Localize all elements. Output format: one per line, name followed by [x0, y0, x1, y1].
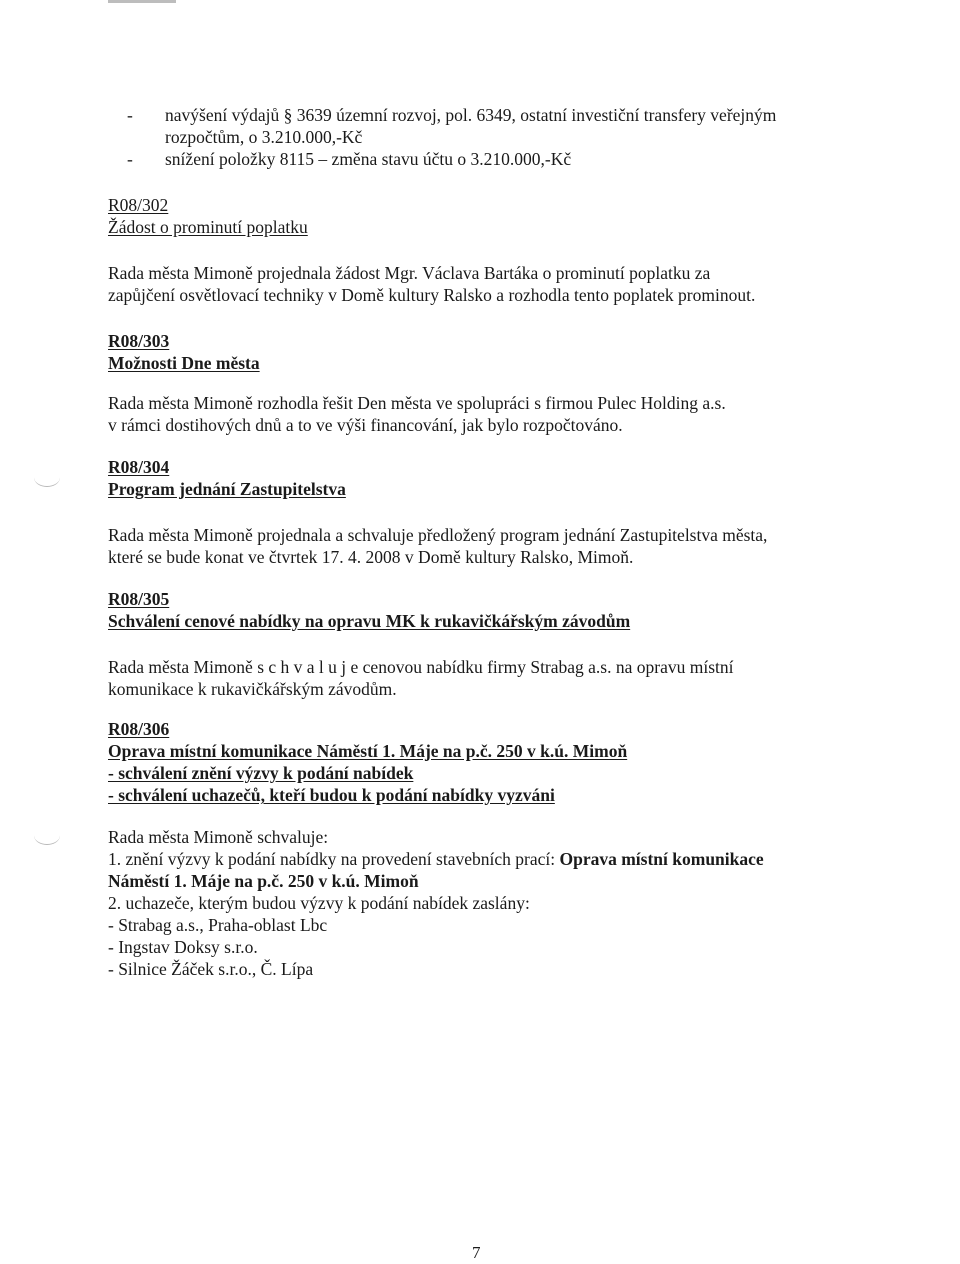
item-1-text: 1. znění výzvy k podání nabídky na provedení stavebních prací: [108, 849, 560, 869]
resolution-title: Schválení cenové nabídky na opravu MK k rukavičkářským závodům [108, 611, 631, 631]
resolution-body: Rada města Mimoně projednala a schvaluje předložený program jednání Zastupitelstva města, [108, 525, 768, 545]
resolution-number: R08/306 [108, 719, 170, 739]
candidate-item: - Silnice Žáček s.r.o., Č. Lípa [108, 959, 314, 979]
bullet-text-continued: rozpočtům, o 3.210.000,-Kč [165, 127, 363, 147]
resolution-intro: Rada města Mimoně schvaluje: [108, 827, 329, 847]
resolution-body: které se bude konat ve čtvrtek 17. 4. 2008 v Domě kultury Ralsko, Mimoň. [108, 547, 634, 567]
resolution-title: Žádost o prominutí poplatku [108, 217, 308, 237]
bullet-dash: - [127, 105, 133, 125]
bullet-text: navýšení výdajů § 3639 územní rozvoj, pol. 6349, ostatní investiční transfery veřejným [165, 105, 777, 125]
candidate-item: - Ingstav Doksy s.r.o. [108, 937, 258, 957]
resolution-subtitle: - schválení uchazečů, kteří budou k podání nabídky vyzváni [108, 785, 555, 805]
scan-edge-mark [108, 0, 176, 3]
resolution-number: R08/302 [108, 195, 169, 215]
bullet-dash: - [127, 149, 133, 169]
resolution-number: R08/303 [108, 331, 170, 351]
resolution-number: R08/305 [108, 589, 170, 609]
resolution-body: komunikace k rukavičkářským závodům. [108, 679, 397, 699]
resolution-body: Rada města Mimoně projednala žádost Mgr. Václava Bartáka o prominutí poplatku za [108, 263, 711, 283]
page-number: 7 [472, 1243, 481, 1262]
resolution-body: Rada města Mimoně rozhodla řešit Den města ve spolupráci s firmou Pulec Holding a.s. [108, 393, 726, 413]
hole-punch-mark [34, 468, 60, 487]
resolution-subtitle: - schválení znění výzvy k podání nabídek [108, 763, 414, 783]
resolution-title: Možnosti Dne města [108, 353, 260, 373]
resolution-body: Rada města Mimoně s c h v a l u j e cenovou nabídku firmy Strabag a.s. na opravu místní [108, 657, 734, 677]
resolution-number: R08/304 [108, 457, 170, 477]
hole-punch-mark [34, 826, 60, 845]
item-1-bold-continued: Náměstí 1. Máje na p.č. 250 v k.ú. Mimoň [108, 871, 419, 891]
resolution-item-2: 2. uchazeče, kterým budou výzvy k podání nabídek zaslány: [108, 893, 530, 913]
resolution-title: Oprava místní komunikace Náměstí 1. Máje na p.č. 250 v k.ú. Mimoň [108, 741, 628, 761]
resolution-item-1 [108, 848, 764, 870]
resolution-body: v rámci dostihových dnů a to ve výši financování, jak bylo rozpočtováno. [108, 415, 623, 435]
resolution-title: Program jednání Zastupitelstva [108, 479, 346, 499]
bullet-text: snížení položky 8115 – změna stavu účtu o 3.210.000,-Kč [165, 149, 572, 169]
item-1-bold: Oprava místní komunikace [559, 849, 764, 869]
candidate-item: - Strabag a.s., Praha-oblast Lbc [108, 915, 328, 935]
resolution-body: zapůjčení osvětlovací techniky v Domě kultury Ralsko a rozhodla tento poplatek prominout. [108, 285, 756, 305]
